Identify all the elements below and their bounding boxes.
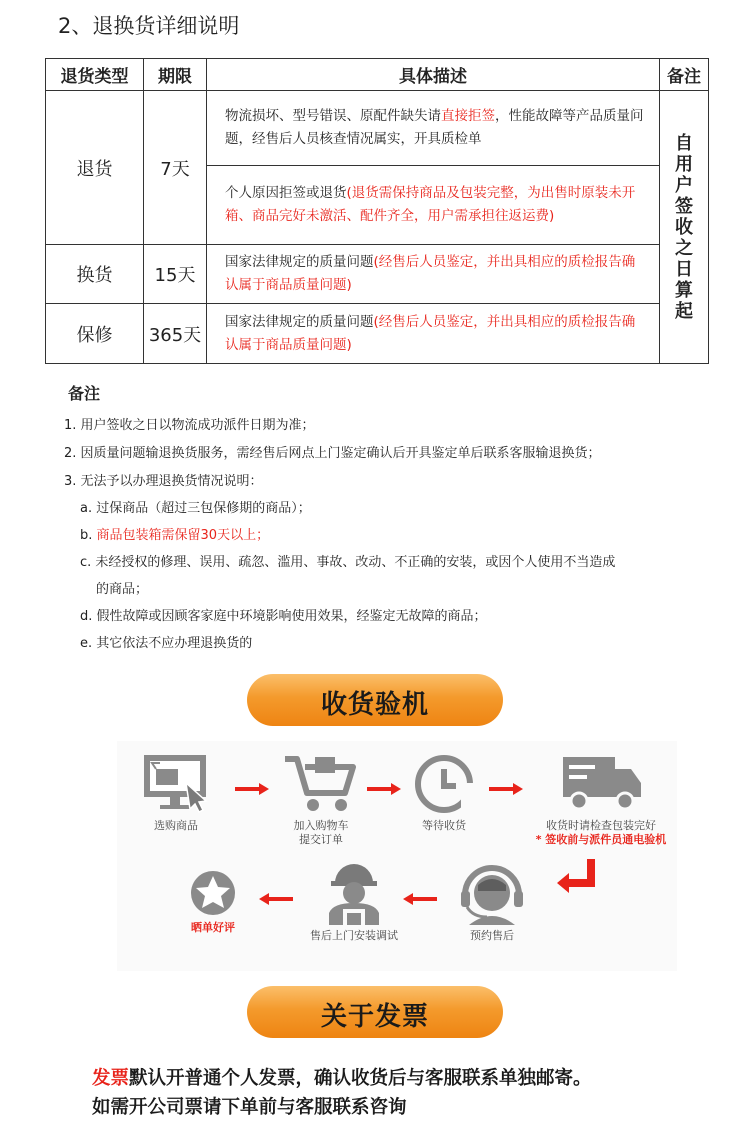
- row-period-warranty: 365天: [144, 304, 207, 364]
- header-desc: 具体描述: [207, 59, 660, 91]
- header-type: 退货类型: [46, 59, 144, 91]
- invoice-text: [92, 1064, 592, 1122]
- returns-table: [45, 58, 709, 364]
- remark-char: 自: [675, 132, 693, 154]
- banner-title: 收货验机: [320, 690, 429, 720]
- table-header-row: [46, 59, 709, 91]
- desc-text: 国家法律规定的质量问题: [225, 313, 374, 330]
- note-highlight: 商品包装箱需保留30天以上；: [96, 528, 270, 543]
- row-period-exchange: 15天: [144, 245, 207, 304]
- flow-step: [402, 753, 486, 833]
- remark-char: 用: [675, 153, 693, 175]
- desc-text: 国家法律规定的质量问题: [225, 254, 374, 270]
- table-row: [46, 91, 709, 166]
- arrow-right-icon: [367, 783, 401, 795]
- desc-text: 物流损坏、型号错误、原配件缺失请: [225, 108, 441, 124]
- warranty-desc: [207, 304, 660, 364]
- cart-icon: [279, 751, 363, 815]
- shopping-screen-icon: [134, 753, 218, 815]
- technician-icon: [321, 861, 387, 925]
- remark-char: 之: [675, 237, 693, 259]
- note-item: 3. 无法予以办理退换货情况说明：: [64, 474, 263, 489]
- step-label: 提交订单: [299, 833, 343, 846]
- invoice-line: [92, 1064, 592, 1093]
- flow-step: [447, 859, 537, 943]
- table-row: [46, 304, 709, 364]
- banner-inspection: [247, 674, 503, 726]
- flow-step: [271, 751, 371, 847]
- desc-text: 个人原因拒签或退货: [225, 185, 347, 201]
- note-bullet: b.: [80, 528, 97, 543]
- return-desc-quality: [207, 91, 660, 166]
- invoice-text-rest: 默认开普通个人发票，确认收货后与客服联系单独邮寄。: [129, 1068, 592, 1089]
- note-item: [80, 524, 269, 543]
- invoice-highlight: 发票: [92, 1068, 130, 1089]
- star-icon: [188, 869, 238, 917]
- row-type-exchange: 换货: [46, 245, 144, 304]
- step-label: 收货时请检查包装完好: [546, 819, 656, 832]
- remark-cell: [660, 91, 709, 364]
- invoice-line: 如需开公司票请下单前与客服联系咨询: [92, 1097, 407, 1118]
- note-item: d. 假性故障或因顾客家庭中环境影响使用效果，经鉴定无故障的商品；: [80, 609, 487, 624]
- note-item: 的商品；: [96, 582, 149, 597]
- desc-highlight: 直接拒签: [441, 108, 495, 124]
- desc-highlight: (经售后人员鉴定，并出具相应的质检报告确认属于商品质量问题): [225, 254, 636, 293]
- remark-char: 起: [675, 300, 693, 322]
- row-type-return: 退货: [46, 91, 144, 245]
- flow-step: [131, 753, 221, 833]
- arrow-turn-icon: [557, 859, 601, 899]
- arrow-left-icon: [259, 893, 293, 905]
- arrow-left-icon: [403, 893, 437, 905]
- table-row: [46, 245, 709, 304]
- step-label: 预约售后: [470, 929, 514, 942]
- step-label: 晒单好评: [191, 921, 235, 934]
- row-type-warranty: 保修: [46, 304, 144, 364]
- arrow-right-icon: [235, 783, 269, 795]
- remark-char: 户: [675, 174, 693, 196]
- step-label: 选购商品: [154, 819, 198, 832]
- notes-section: [64, 381, 728, 651]
- flow-step: [299, 861, 409, 943]
- header-remark: 备注: [660, 59, 709, 91]
- desc-highlight: (退货需保持商品及包装完整，为出售时原装未开箱、商品完好未激活、配件齐全，用户需承担往返运费): [225, 185, 636, 224]
- banner-invoice: [247, 986, 503, 1038]
- remark-char: 算: [675, 279, 693, 301]
- section-title: 2、退换货详细说明: [58, 14, 240, 38]
- header-period: 期限: [144, 59, 207, 91]
- note-item: 1. 用户签收之日以物流成功派件日期为准；: [64, 418, 315, 433]
- remark-char: 日: [675, 258, 693, 280]
- remark-char: 收: [675, 216, 693, 238]
- step-warning: * 签收前与派件员通电验机: [535, 833, 667, 846]
- step-label: 等待收货: [422, 819, 466, 832]
- desc-highlight: (经售后人员鉴定，并出具相应的质检报告确认属于商品质量问题): [225, 313, 636, 353]
- arrow-right-icon: [489, 783, 523, 795]
- exchange-desc: [207, 245, 660, 304]
- remark-char: 签: [675, 195, 693, 217]
- note-item: 2. 因质量问题输退换货服务，需经售后网点上门鉴定确认后开具鉴定单后联系客服输退换货；: [64, 446, 601, 461]
- note-item: a. 过保商品（超过三包保修期的商品）；: [80, 501, 311, 516]
- truck-icon: [555, 751, 647, 815]
- flow-step: [177, 869, 249, 935]
- step-label: 售后上门安装调试: [310, 929, 398, 942]
- desc-text: ，性能故障等产品质量问题，经售后人员核查情况属实，开具质检单: [225, 108, 644, 147]
- flow-step: [531, 751, 671, 847]
- row-period-return: 7天: [144, 91, 207, 245]
- step-label: 加入购物车: [293, 819, 349, 832]
- note-item: e. 其它依法不应办理退换货的: [80, 636, 253, 651]
- clock-icon: [411, 753, 477, 815]
- delivery-flow: [117, 741, 677, 971]
- notes-title: 备注: [68, 384, 101, 403]
- note-item: c. 未经授权的修理、误用、疏忽、滥用、事故、改动、不正确的安装，或因个人使用不当造成: [80, 555, 616, 570]
- banner-title: 关于发票: [320, 1002, 429, 1032]
- headset-agent-icon: [455, 859, 529, 925]
- return-desc-personal: [207, 166, 660, 245]
